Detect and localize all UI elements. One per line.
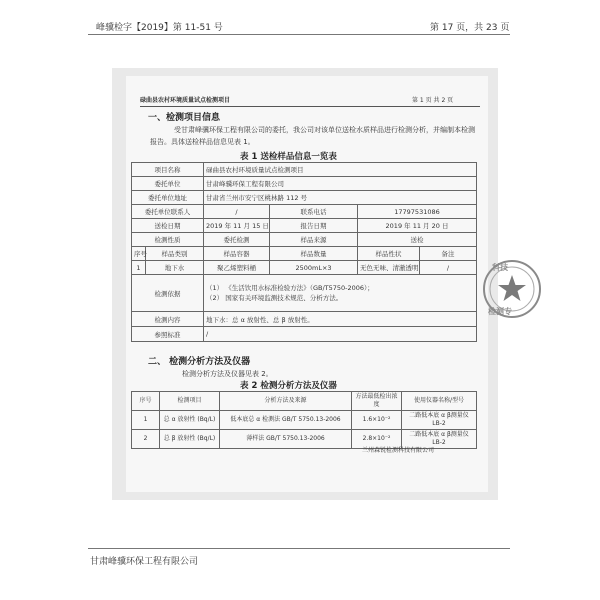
table-cell: 样品来源 [270, 233, 358, 247]
table-cell: 检测内容 [132, 312, 204, 327]
table-cell: 送检 [358, 233, 477, 247]
table-cell: 总 β 放射性 (Bq/L) [160, 430, 220, 449]
table-cell: 2019 年 11 月 15 日 [204, 219, 270, 233]
svg-text:检测专: 检测专 [488, 307, 512, 316]
table-header-row [132, 247, 477, 261]
detection-basis-cell [204, 275, 477, 312]
footer-company: 甘肃峰骥环保工程有限公司 [90, 557, 199, 567]
table-cell: 送检日期 [132, 219, 204, 233]
table-cell: 二路低本底 α β测量仪 LB-2 [402, 411, 477, 430]
table-cell: 报告日期 [270, 219, 358, 233]
table-header-cell: 样品类别 [146, 247, 204, 261]
table-row [132, 219, 477, 233]
scan-header-divider [140, 106, 480, 107]
section-1-paragraph: 受甘肃峰骥环保工程有限公司的委托，我公司对该单位送检水质样品进行检测分析，并编制本检测报告。具体送检样品信息见表 1。 [150, 126, 475, 146]
table-cell: 联系电话 [270, 205, 358, 219]
table-cell: 二路低本底 α β测量仪 LB-2 [402, 430, 477, 449]
table-header-cell: 方法最低检出浓度 [352, 392, 402, 411]
lab-company-name: 兰州森锐检测科技有限公司 [362, 447, 435, 454]
table-cell: 2.8×10⁻² [352, 430, 402, 449]
table-row [132, 312, 477, 327]
table-cell: 无色无味、清澈透明 [358, 261, 420, 275]
table-cell: 检测依据 [132, 275, 204, 312]
table-header-cell: 使用仪器名称/型号 [402, 392, 477, 411]
table-cell: 17797531086 [358, 205, 477, 219]
table-cell: 委托单位地址 [132, 191, 204, 205]
table-cell: 甘肃省兰州市安宁区桃林路 112 号 [204, 191, 477, 205]
table-cell: / [420, 261, 477, 275]
table-cell: 聚乙烯塑料桶 [204, 261, 270, 275]
scan-project-title: 碌曲县农村环境质量试点检测项目 [140, 97, 231, 104]
table-row [132, 191, 477, 205]
table-row [132, 177, 477, 191]
table-cell: 参照标准 [132, 327, 204, 342]
table-cell: 委托单位 [132, 177, 204, 191]
method-instrument-table [131, 391, 477, 449]
table-row [132, 233, 477, 247]
svg-text:科技: 科技 [492, 263, 508, 272]
table-cell: 碌曲县农村环境质量试点检测项目 [204, 163, 477, 177]
detection-basis-item: （2） 国家有关环境监测技术规范、分析方法。 [206, 294, 343, 302]
table-header-cell: 样品容器 [204, 247, 270, 261]
table-header-cell: 备注 [420, 247, 477, 261]
table-cell: / [204, 205, 270, 219]
table-cell: 1.6×10⁻² [352, 411, 402, 430]
header-divider [88, 34, 510, 35]
scan-page-counter: 第 1 页 共 2 页 [412, 97, 454, 104]
table-cell: 2019 年 11 月 20 日 [358, 219, 477, 233]
table-cell: 项目名称 [132, 163, 204, 177]
table-header-cell: 分析方法及来源 [220, 392, 352, 411]
table-cell: / [204, 327, 477, 342]
table-header-cell: 样品数量 [270, 247, 358, 261]
table-row [132, 261, 477, 275]
table-cell: 1 [132, 411, 160, 430]
table-cell: 地下水：总 α 放射性、总 β 放射性。 [204, 312, 477, 327]
table-2-title: 表 2 检测分析方法及仪器 [240, 381, 337, 391]
seal-graphic [478, 258, 548, 320]
table-header-row [132, 392, 477, 411]
table-cell: 委托检测 [204, 233, 270, 247]
section-2-heading: 二、 检测分析方法及仪器 [148, 357, 251, 367]
section-1-heading: 一、检测项目信息 [148, 113, 221, 123]
page-counter: 第 17 页，共 23 页 [430, 23, 510, 33]
detection-basis-item: （1） 《生活饮用水标准检验方法》（GB/T5750-2006）； [206, 284, 374, 292]
table-header-cell: 序号 [132, 392, 160, 411]
table-cell: 委托单位联系人 [132, 205, 204, 219]
footer-divider [88, 548, 510, 549]
table-cell: 薄样法 GB/T 5750.13-2006 [220, 430, 352, 449]
table-row [132, 327, 477, 342]
table-header-cell: 样品性状 [358, 247, 420, 261]
table-cell: 2 [132, 430, 160, 449]
table-cell: 2500mL×3 [270, 261, 358, 275]
table-header-cell: 检测项目 [160, 392, 220, 411]
table-cell: 检测性质 [132, 233, 204, 247]
table-row [132, 411, 477, 430]
section-2-paragraph: 检测分析方法及仪器见表 2。 [182, 370, 273, 378]
table-row [132, 275, 477, 312]
table-row [132, 205, 477, 219]
table-1-title: 表 1 送检样品信息一览表 [240, 152, 337, 162]
report-number: 峰骥检字【2019】第 11-51 号 [96, 23, 223, 33]
inspection-seal [478, 258, 522, 320]
table-cell: 1 [132, 261, 146, 275]
table-cell: 甘肃峰骥环保工程有限公司 [204, 177, 477, 191]
table-header-cell: 序号 [132, 247, 146, 261]
table-cell: 低本底总 α 检测法 GB/T 5750.13-2006 [220, 411, 352, 430]
table-cell: 总 α 放射性 (Bq/L) [160, 411, 220, 430]
table-cell: 地下水 [146, 261, 204, 275]
sample-info-table [131, 162, 477, 342]
table-row [132, 163, 477, 177]
